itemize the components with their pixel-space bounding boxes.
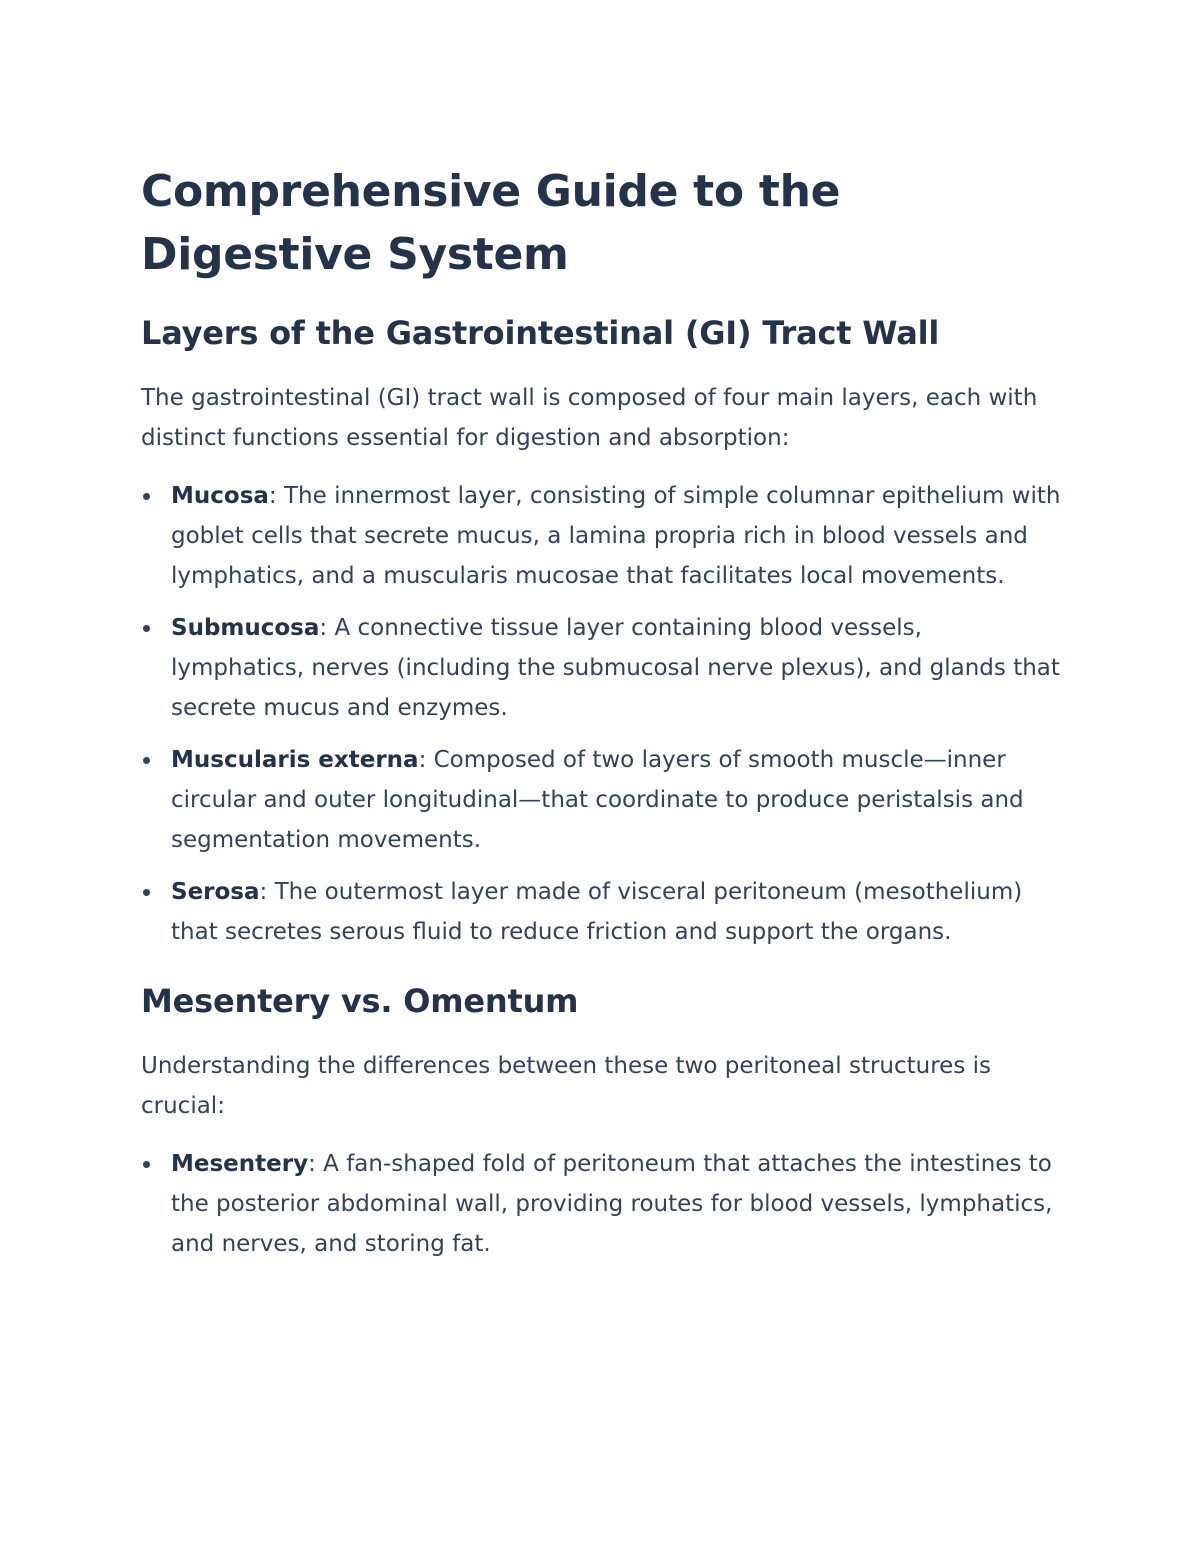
bullet-icon	[143, 625, 150, 632]
term-label: Serosa	[171, 879, 260, 905]
section-gi-layers	[141, 312, 1061, 952]
list-item	[141, 476, 1061, 596]
gi-layers-list	[141, 476, 1061, 952]
section-heading-gi-layers: Layers of the Gastrointestinal (GI) Tract Wall	[141, 314, 940, 352]
list-item	[141, 740, 1061, 860]
document-page	[141, 160, 1061, 1284]
term-description: : Composed of two layers of smooth muscle—inner circular and outer longitudinal—that coordinate to produce peristalsis and segmentation movements.	[171, 747, 1024, 853]
peritoneal-structures-list	[141, 1144, 1061, 1264]
section-intro-mesentery-omentum: Understanding the differences between these two peritoneal structures is crucial:	[141, 1053, 992, 1119]
section-mesentery-omentum	[141, 980, 1061, 1264]
term-description: : A connective tissue layer containing blood vessels, lymphatics, nerves (including the submucosal nerve plexus), and glands that secrete mucus and enzymes.	[171, 615, 1060, 721]
term-label: Mucosa	[171, 483, 269, 509]
term-description: : The innermost layer, consisting of simple columnar epithelium with goblet cells that secrete mucus, a lamina propria rich in blood vessels and lymphatics, and a muscularis mucosae that facilitates local movements.	[171, 483, 1061, 589]
bullet-icon	[143, 757, 150, 764]
term-description: : A fan-shaped fold of peritoneum that attaches the intestines to the posterior abdominal wall, providing routes for blood vessels, lymphatics, and nerves, and storing fat.	[171, 1151, 1053, 1257]
list-item	[141, 872, 1061, 952]
bullet-icon	[143, 493, 150, 500]
term-label: Muscularis externa	[171, 747, 419, 773]
term-description: : The outermost layer made of visceral peritoneum (mesothelium) that secretes serous fluid to reduce friction and support the organs.	[171, 879, 1023, 945]
list-item	[141, 1144, 1061, 1264]
list-item	[141, 608, 1061, 728]
bullet-icon	[143, 1161, 150, 1168]
section-heading-mesentery-omentum: Mesentery vs. Omentum	[141, 982, 579, 1020]
bullet-icon	[143, 889, 150, 896]
page-title: Comprehensive Guide to the Digestive System	[141, 166, 841, 280]
section-intro-gi-layers: The gastrointestinal (GI) tract wall is composed of four main layers, each with distinct functions essential for digestion and absorption:	[141, 385, 1038, 451]
term-label: Submucosa	[171, 615, 320, 641]
term-label: Mesentery	[171, 1151, 309, 1177]
